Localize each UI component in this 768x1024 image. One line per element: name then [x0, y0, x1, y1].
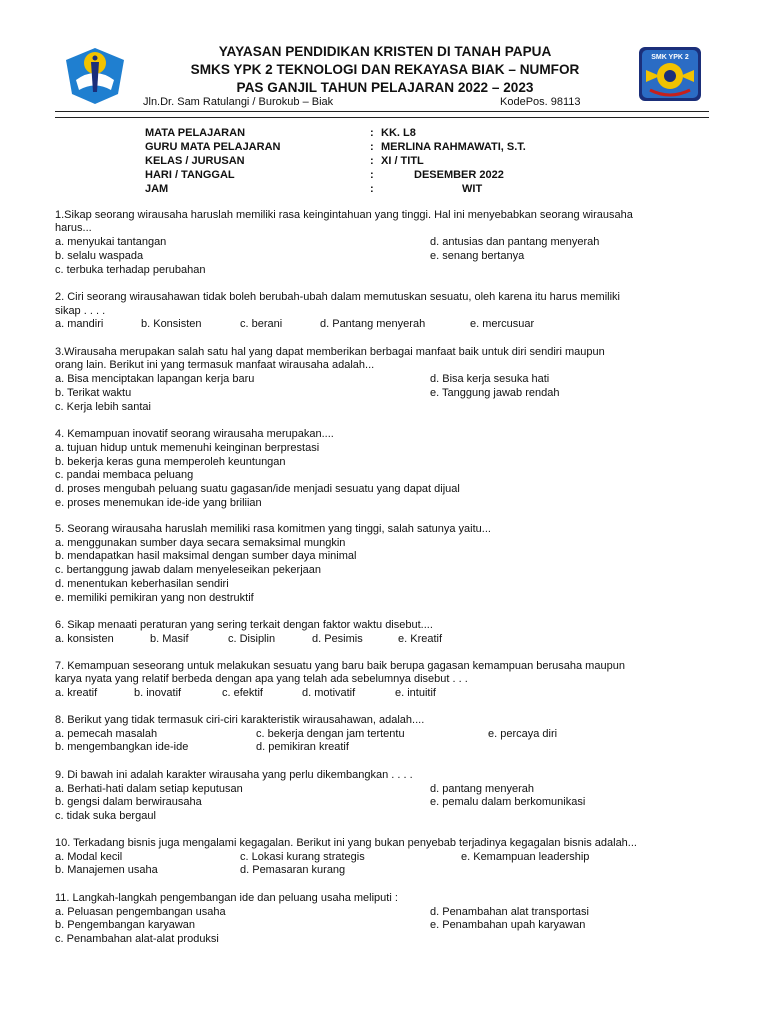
option-b: b. Terikat waktu — [55, 387, 132, 399]
info-sep: : — [370, 169, 374, 181]
option-a: a. menyukai tantangan — [55, 236, 167, 248]
option-c: c. efektif — [222, 687, 263, 699]
school-address: Jln.Dr. Sam Ratulangi / Burokub – Biak — [143, 96, 334, 108]
option-e: e. senang bertanya — [430, 250, 525, 262]
option-d: d. pantang menyerah — [430, 783, 534, 795]
header-exam: PAS GANJIL TAHUN PELAJARAN 2022 – 2023 — [236, 80, 534, 95]
option-b: b. bekerja keras guna memperoleh keuntungan — [55, 456, 286, 468]
tut-wuri-handayani-logo — [62, 46, 128, 106]
postcode: KodePos. 98113 — [500, 96, 581, 108]
info-sep: : — [370, 127, 374, 139]
info-sep: : — [370, 183, 374, 195]
option-d: d. Pesimis — [312, 633, 363, 645]
option-a: a. kreatif — [55, 687, 98, 699]
option-e: e. Kreatif — [398, 633, 443, 645]
option-d: d. Pemasaran kurang — [240, 864, 346, 876]
option-c: c. Kerja lebih santai — [55, 401, 151, 413]
option-b: b. selalu waspada — [55, 250, 144, 262]
option-c: c. Lokasi kurang strategis — [240, 851, 365, 863]
option-b: b. gengsi dalam berwirausaha — [55, 796, 202, 808]
question-stem: 4. Kemampuan inovatif seorang wirausaha merupakan.... — [55, 428, 334, 440]
option-b: b. Manajemen usaha — [55, 864, 158, 876]
option-d: d. Bisa kerja sesuka hati — [430, 373, 550, 385]
info-value-time: WIT — [462, 183, 483, 195]
question-stem: orang lain. Berikut ini yang termasuk manfaat wirausaha adalah... — [55, 359, 375, 371]
option-e: e. mercusuar — [470, 318, 535, 330]
option-a: a. konsisten — [55, 633, 114, 645]
smk-ypk2-logo-text: SMK YPK 2 — [651, 54, 689, 61]
question-stem: 9. Di bawah ini adalah karakter wirausaha yang perlu dikembangkan . . . . — [55, 769, 413, 781]
option-a: a. tujuan hidup untuk memenuhi keinginan berprestasi — [55, 442, 320, 454]
info-label-date: HARI / TANGGAL — [145, 169, 235, 181]
info-label-subject: MATA PELAJARAN — [145, 127, 246, 139]
option-e: e. Kemampuan leadership — [461, 851, 590, 863]
question-stem: 10. Terkadang bisnis juga mengalami kegagalan. Berikut ini yang bukan penyebab terjadinya kegagalan bisnis adalah... — [55, 837, 637, 849]
option-d: d. pemikiran kreatif — [256, 741, 349, 753]
option-c: c. bekerja dengan jam tertentu — [256, 728, 405, 740]
option-c: c. terbuka terhadap perubahan — [55, 264, 206, 276]
question-stem: 5. Seorang wirausaha haruslah memiliki rasa komitmen yang tinggi, salah satunya yaitu... — [55, 523, 491, 535]
option-b: b. inovatif — [134, 687, 182, 699]
option-b: b. mendapatkan hasil maksimal dengan sumber daya minimal — [55, 550, 357, 562]
option-d: d. motivatif — [302, 687, 356, 699]
option-a: a. pemecah masalah — [55, 728, 158, 740]
option-c: c. Penambahan alat-alat produksi — [55, 933, 219, 945]
header-foundation: YAYASAN PENDIDIKAN KRISTEN DI TANAH PAPUA — [218, 44, 552, 59]
question-stem: sikap . . . . — [55, 305, 106, 317]
option-e: e. proses menemukan ide-ide yang briliian — [55, 497, 262, 509]
info-value-class: XI / TITL — [381, 155, 424, 167]
question-stem: 6. Sikap menaati peraturan yang sering terkait dengan faktor waktu disebut.... — [55, 619, 433, 631]
info-value-date: DESEMBER 2022 — [414, 169, 504, 181]
option-c: c. Disiplin — [228, 633, 276, 645]
question-stem: 3.Wirausaha merupakan salah satu hal yang dapat memberikan berbagai manfaat baik untuk diri sendiri maupun — [55, 346, 605, 358]
info-value-teacher: MERLINA RAHMAWATI, S.T. — [381, 141, 526, 153]
option-d: d. menentukan keberhasilan sendiri — [55, 578, 229, 590]
option-b: b. Konsisten — [141, 318, 202, 330]
question-stem: karya nyata yang relatif berbeda dengan apa yang telah ada sebelumnya disebut . . . — [55, 673, 468, 685]
header-divider — [55, 111, 709, 118]
option-b: b. Masif — [150, 633, 189, 645]
option-a: a. mandiri — [55, 318, 104, 330]
option-c: c. pandai membaca peluang — [55, 469, 194, 481]
option-a: a. Modal kecil — [55, 851, 123, 863]
option-c: c. berani — [240, 318, 283, 330]
option-c: c. bertanggung jawab dalam menyeleseikan pekerjaan — [55, 564, 322, 576]
option-d: d. Penambahan alat transportasi — [430, 906, 589, 918]
option-e: e. Tanggung jawab rendah — [430, 387, 560, 399]
question-stem: 8. Berikut yang tidak termasuk ciri-ciri karakteristik wirausahawan, adalah.... — [55, 714, 425, 726]
option-d: d. antusias dan pantang menyerah — [430, 236, 600, 248]
question-stem: 1.Sikap seorang wirausaha haruslah memiliki rasa keingintahuan yang tinggi. Hal ini menyebabkan seorang wirausaha — [55, 209, 633, 221]
info-label-class: KELAS / JURUSAN — [145, 155, 245, 167]
info-value-subject: KK. L8 — [381, 127, 416, 139]
option-c: c. tidak suka bergaul — [55, 810, 156, 822]
option-a: a. menggunakan sumber daya secara semaksimal mungkin — [55, 537, 346, 549]
option-d: d. proses mengubah peluang suatu gagasan/ide menjadi sesuatu yang dapat dijual — [55, 483, 460, 495]
option-e: e. intuitif — [395, 687, 436, 699]
option-e: e. pemalu dalam berkomunikasi — [430, 796, 586, 808]
option-a: a. Peluasan pengembangan usaha — [55, 906, 226, 918]
option-e: e. Penambahan upah karyawan — [430, 919, 586, 931]
question-stem: 7. Kemampuan seseorang untuk melakukan sesuatu yang baru baik berupa gagasan kemampuan berusaha maupun — [55, 660, 625, 672]
info-sep: : — [370, 141, 374, 153]
option-a: a. Berhati-hati dalam setiap keputusan — [55, 783, 243, 795]
option-b: b. Pengembangan karyawan — [55, 919, 196, 931]
info-label-teacher: GURU MATA PELAJARAN — [145, 141, 281, 153]
option-a: a. Bisa menciptakan lapangan kerja baru — [55, 373, 255, 385]
smk-ypk2-logo — [636, 44, 704, 104]
header-school: SMKS YPK 2 TEKNOLOGI DAN REKAYASA BIAK – NUMFOR — [190, 62, 580, 77]
option-b: b. mengembangkan ide-ide — [55, 741, 189, 753]
option-e: e. memiliki pemikiran yang non destruktif — [55, 592, 254, 604]
option-d: d. Pantang menyerah — [320, 318, 426, 330]
question-stem: 2. Ciri seorang wirausahawan tidak boleh berubah-ubah dalam memutuskan sesuatu, oleh karena itu harus memiliki — [55, 291, 620, 303]
option-e: e. percaya diri — [488, 728, 558, 740]
question-stem: 11. Langkah-langkah pengembangan ide dan peluang usaha meliputi : — [55, 892, 398, 904]
info-sep: : — [370, 155, 374, 167]
info-label-time: JAM — [145, 183, 169, 195]
question-stem: harus... — [55, 222, 92, 234]
